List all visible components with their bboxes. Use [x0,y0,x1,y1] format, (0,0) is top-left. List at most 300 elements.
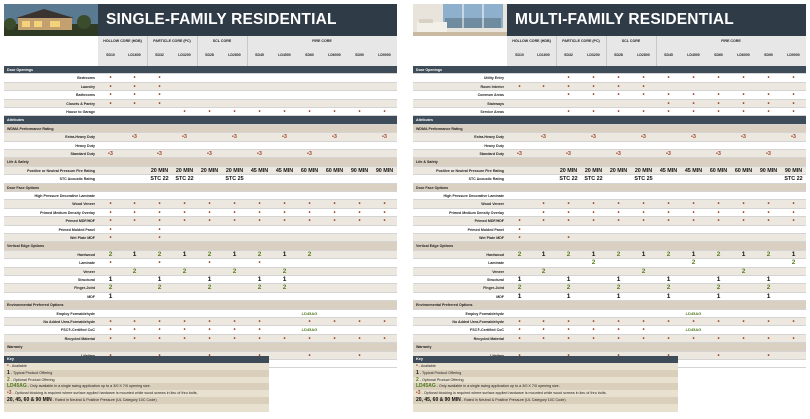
column-sub-header: SD28 [205,53,214,57]
column-headers [507,36,806,66]
row-label: High Pressure Decorative Laminate [443,194,504,198]
row-label: Environmental Preferred Options [416,303,473,308]
table-row [413,234,806,242]
table-cell: • [333,209,336,216]
table-cell: 2 [566,250,571,258]
table-row [4,284,397,292]
column-group-0: HOLLOW CORE (HDB) [512,39,551,43]
table-cell: 1 [766,292,771,300]
table-row [413,226,806,234]
table-cell: 2 [207,284,212,292]
table-row [413,209,806,217]
table-cell: • [717,335,720,342]
table-cell: • [358,319,361,325]
table-cell: LD45AG [685,310,702,316]
column-sub-header: SD60 [714,53,723,57]
table-cell: • [208,218,211,225]
table-cell: • [308,218,311,225]
row-label: Hardwood [486,252,504,257]
row-label: Door Openings [7,68,33,72]
table-cell: 60 MIN [709,167,728,174]
table-cell: 45 MIN [684,167,703,174]
table-cell: • [717,352,720,359]
table-cell: • [792,218,795,225]
table-cell: 2 [132,267,137,275]
table-cell: •3 [616,151,621,157]
table-cell: •3 [541,134,546,141]
table-cell: • [667,319,670,325]
row-label: Extra-Heavy Duty [65,135,95,140]
table-cell: 2 [232,267,237,275]
table-cell: • [567,201,570,208]
table-cell: • [542,335,545,342]
row-label: Positive or Neutral Pressure Fire Rating [27,168,95,173]
table-cell: • [767,201,770,208]
row-label: Wood Veneer [72,202,95,207]
table-cell: • [692,209,695,216]
row-label: Finger-Joint [74,286,95,291]
row-label: High Pressure Decorative Laminate [34,194,95,198]
table-cell: • [383,218,386,225]
row-label: Primed Molded Panel [58,227,95,232]
table-row [4,318,397,326]
table-cell: •3 [766,151,771,157]
table-cell: • [792,209,795,216]
table-cell: • [792,201,795,208]
table-cell: • [642,109,645,115]
table-cell: • [208,201,211,208]
table-cell: 2 [666,284,671,292]
column-group-1: PARTICLE CORE (PC) [153,39,191,43]
table-cell: 1 [741,250,746,258]
table-row [413,276,806,284]
table-cell: 1 [616,292,621,300]
column-divider [556,36,557,66]
table-row [413,310,806,318]
table-cell: 2 [182,267,187,275]
table-cell: 2 [517,284,522,292]
column-sub-header: LD1600 [537,53,550,57]
table-row [4,226,397,234]
table-cell: 2 [157,250,162,258]
table-cell: • [109,83,112,90]
table-cell: 2 [257,250,262,258]
table-cell: 45 MIN [659,167,678,174]
table-cell: • [308,352,311,359]
table-cell: • [308,201,311,208]
row-label: Heavy Duty [484,143,504,148]
table-cell: • [592,109,595,115]
table-cell: • [109,218,112,225]
column-divider [606,36,607,66]
table-cell: • [792,92,795,99]
row-label: WDMA Performance Rating [7,126,54,131]
table-cell: •3 [108,151,113,157]
table-cell: • [617,319,620,325]
table-cell: • [767,335,770,342]
table-cell: •3 [791,134,796,141]
key-text: - Optional blocking is required where surface applied hardware is mounted while wood screws in lieu of thru bolts. [12,391,198,396]
table-cell: 2 [517,250,522,258]
column-sub-header: LD1600 [128,53,141,57]
table-cell: • [518,335,521,342]
table-cell: •3 [332,134,337,141]
table-cell: •3 [666,151,671,157]
table-cell: 90 MIN [375,167,394,174]
table-cell: • [717,92,720,99]
table-cell: • [667,109,670,115]
table-cell: • [592,319,595,325]
table-row [4,209,397,217]
table-row [4,242,397,250]
table-cell: • [333,109,336,115]
table-row [4,192,397,200]
table-row [4,259,397,267]
key-symbol: 2 [416,376,419,383]
key-text: - Available [9,364,27,368]
table-row [413,150,806,158]
table-row [413,66,806,74]
table-cell: • [742,319,745,325]
row-label: MDF [496,294,504,299]
table-cell: • [692,218,695,225]
table-cell: • [692,109,695,115]
table-cell: • [792,75,795,82]
row-label: Wet Plate MDF [70,236,95,240]
table-cell: • [667,201,670,208]
column-sub-header: SD10 [106,53,115,57]
column-sub-header: SD10 [515,53,524,57]
table-cell: 1 [716,292,721,300]
row-label: House to Garage [66,110,95,114]
table-row [413,301,806,309]
table-cell: • [717,201,720,208]
row-label: Extra-Heavy Duty [474,135,504,140]
table-row [413,125,806,133]
row-label: Wet Plate MDF [479,236,504,240]
table-cell: LD45AG [301,327,318,333]
table-cell: 2 [591,259,596,267]
table-cell: • [158,226,161,233]
row-label: Standard Duty [70,152,95,156]
table-cell: • [792,109,795,115]
table-cell: • [208,335,211,342]
table-cell: • [133,100,136,107]
row-label: Primed Medium Density Overlay [449,210,504,215]
key-line [413,397,678,404]
column-divider [656,36,657,66]
row-label: Vertical Edge Options [7,244,45,249]
table-cell: 1 [282,250,287,258]
table-cell: • [642,319,645,325]
column-sub-header: SD90 [764,53,773,57]
row-label: FSC®-Certified CoC [61,328,95,333]
table-cell: • [592,83,595,90]
table-cell: 20 MIN [609,167,628,174]
table-cell: 60 MIN [300,167,319,174]
table-cell: 1 [541,250,546,258]
table-cell: STC 25 [634,176,653,183]
table-cell: • [642,335,645,342]
multi-family-title: MULTI-FAMILY RESIDENTIAL [507,4,806,36]
table-cell: • [792,100,795,107]
table-cell: • [283,209,286,216]
column-group-0: HOLLOW CORE (HDB) [103,39,142,43]
table-cell: 45 MIN [250,167,269,174]
table-row [4,293,397,301]
table-cell: • [567,109,570,115]
table-row [4,234,397,242]
column-headers [98,36,397,66]
table-cell: 2 [616,284,621,292]
table-row [4,276,397,284]
row-label: Primed MDF/HDF [65,219,95,224]
table-cell: • [233,319,236,325]
table-cell: 60 MIN [734,167,753,174]
table-cell: • [158,83,161,90]
table-cell: • [109,226,112,233]
row-label: Warranty [7,345,23,350]
table-cell: • [109,235,112,241]
table-cell: • [518,226,521,233]
row-label: STC Acoustic Rating [468,177,504,182]
table-row [413,74,806,82]
table-cell: • [567,218,570,225]
table-cell: 1 [641,250,646,258]
table-cell: • [567,75,570,82]
table-row [4,142,397,150]
table-cell: • [158,260,161,267]
row-label: Life & Safety [7,160,29,165]
table-cell: • [183,201,186,208]
row-label: No Added Urea-Formaldehyde [452,320,504,324]
table-cell: • [567,83,570,90]
table-cell: • [617,109,620,115]
table-cell: LD45AG [685,327,702,333]
column-sub-header: LD2800 [637,53,650,57]
table-cell: STC 22 [559,176,578,183]
table-row [4,268,397,276]
key-title: Key [413,356,678,363]
table-cell: • [158,201,161,208]
table-cell: 1 [282,276,287,283]
table-cell: • [592,218,595,225]
table-row [413,284,806,292]
column-sub-header: LD6000 [737,53,750,57]
table-cell: • [567,335,570,342]
column-sub-header: SD32 [155,53,164,57]
table-cell: 2 [207,250,212,258]
table-cell: 45 MIN [275,167,294,174]
table-cell: • [133,218,136,225]
key-symbol: •3 [416,390,421,397]
key-line [4,397,269,404]
table-cell: • [383,109,386,115]
table-cell: • [109,75,112,82]
row-label: Room Interior [480,84,504,89]
table-cell: • [333,201,336,208]
table-cell: • [109,209,112,216]
table-cell: 20 MIN [150,167,169,174]
table-cell: • [518,218,521,225]
table-cell: •3 [307,151,312,157]
column-sub-header: SD60 [305,53,314,57]
table-cell: • [617,83,620,90]
table-cell: • [617,92,620,99]
table-cell: •3 [257,151,262,157]
table-row [4,310,397,318]
table-cell: • [767,75,770,82]
table-row [413,100,806,108]
table-cell: • [667,209,670,216]
table-row [413,343,806,351]
table-cell: 90 MIN [784,167,803,174]
row-label: Veneer [83,269,95,274]
multi-family-header [413,4,806,36]
row-label: Standard Duty [479,152,504,156]
table-cell: •3 [207,151,212,157]
row-label: Recycled Material [64,336,95,341]
table-cell: • [109,319,112,325]
table-cell: • [767,109,770,115]
table-cell: • [258,260,261,267]
table-cell: • [767,209,770,216]
table-cell: • [158,319,161,325]
table-cell: 20 MIN [584,167,603,174]
table-cell: • [717,109,720,115]
table-cell: • [258,327,261,334]
table-row [4,184,397,192]
table-cell: 20 MIN [225,167,244,174]
table-cell: • [592,201,595,208]
row-label: Stairways [487,101,504,106]
key-line [413,370,678,377]
table-cell: • [742,75,745,82]
table-cell: • [617,75,620,82]
table-row [413,192,806,200]
table-cell: • [742,209,745,216]
column-divider [147,36,148,66]
table-row [413,217,806,225]
table-cell: • [617,335,620,342]
key-symbol: LD45AG [7,383,27,390]
multi-family-panel [413,4,806,396]
table-cell: 1 [566,292,571,300]
table-cell: •3 [232,134,237,141]
key-text: - Available [418,364,436,368]
table-cell: • [767,352,770,359]
column-group-2: SCL CORE [212,39,232,43]
table-cell: • [133,75,136,82]
row-label: MDF [87,294,95,299]
table-cell: • [767,218,770,225]
table-cell: • [567,209,570,216]
column-sub-header: LD4500 [278,53,291,57]
key-line [4,390,269,397]
table-row [413,83,806,91]
table-cell: 1 [157,276,162,283]
legend-key-right [413,356,678,412]
table-row [413,142,806,150]
column-sub-header: SD28 [614,53,623,57]
table-cell: 2 [666,250,671,258]
table-cell: 2 [691,259,696,267]
table-cell: • [333,319,336,325]
table-cell: 1 [716,276,721,283]
table-cell: 20 MIN [634,167,653,174]
table-cell: • [567,235,570,241]
table-cell: • [742,201,745,208]
key-text: - Typical Product Offering [10,370,53,375]
row-label: Vertical Edge Options [416,244,454,249]
row-label: Attributes [416,118,433,123]
table-cell: •3 [566,151,571,157]
row-label: Primed MDF/HDF [474,219,504,224]
row-label: Laminate [488,261,504,266]
table-cell: • [592,327,595,334]
table-cell: • [667,335,670,342]
table-cell: 2 [716,250,721,258]
table-cell: • [617,218,620,225]
table-cell: • [133,83,136,90]
row-label: Employ Formaldehyde [56,311,95,316]
table-row [4,175,397,183]
row-label: Service Areas [480,110,504,114]
table-cell: • [208,327,211,334]
table-cell: • [358,335,361,342]
table-cell: • [208,319,211,325]
column-sub-header: LD3200 [178,53,191,57]
table-cell: •3 [591,134,596,141]
table-cell: • [592,75,595,82]
table-cell: STC 25 [225,176,244,183]
table-cell: • [283,201,286,208]
table-cell: • [133,335,136,342]
table-cell: LD45AG [301,310,318,316]
table-cell: • [358,218,361,225]
table-cell: • [358,201,361,208]
table-cell: • [383,319,386,325]
table-cell: • [258,319,261,325]
table-cell: 2 [641,267,646,275]
table-cell: • [183,335,186,342]
column-sub-header: LD3200 [587,53,600,57]
table-cell: STC 22 [175,176,194,183]
table-cell: • [233,209,236,216]
key-line [4,383,269,390]
table-row [413,184,806,192]
table-cell: • [183,319,186,325]
table-row [4,100,397,108]
row-label: Recycled Material [473,336,504,341]
table-cell: 1 [591,250,596,258]
table-cell: • [233,327,236,334]
table-row [413,91,806,99]
table-cell: 2 [282,267,287,275]
table-row [413,133,806,141]
table-row [4,301,397,309]
table-cell: • [308,209,311,216]
key-symbol: • [7,363,9,369]
table-cell: 20 MIN [559,167,578,174]
key-text: - Only available in a single swing application up to a 3/0 X 7/0 opening size. [27,384,151,389]
table-cell: • [283,218,286,225]
table-cell: • [542,319,545,325]
table-cell: • [183,218,186,225]
table-cell: • [642,92,645,99]
table-cell: • [617,201,620,208]
table-row [413,318,806,326]
